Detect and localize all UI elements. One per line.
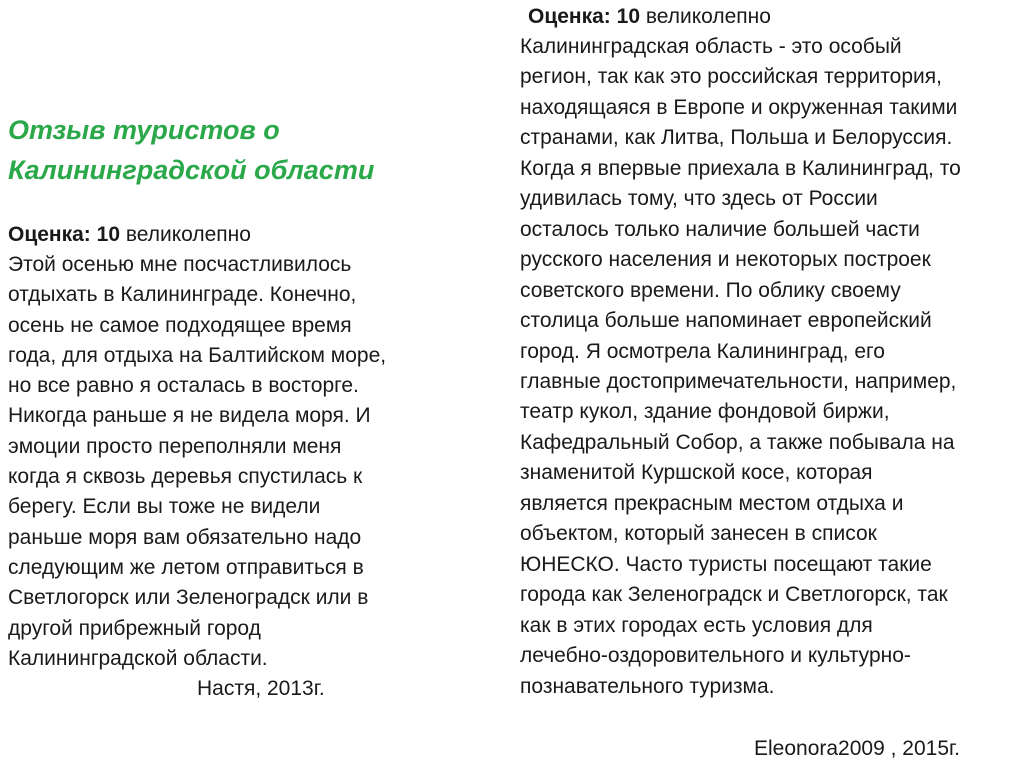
review-line: находящаяся в Европе и окруженная такими [520, 95, 958, 119]
right-review-text [520, 32, 1020, 702]
review-line: когда я сквозь деревья спустилась к [8, 465, 363, 489]
review-line: главные достопримечательности, например, [520, 369, 957, 393]
right-review [520, 2, 1020, 702]
review-line: осень не самое подходящее время [8, 313, 352, 337]
review-line: другой прибрежный город [8, 616, 261, 640]
review-line: странами, как Литва, Польша и Белоруссия. [520, 126, 953, 150]
review-line: регион, так как это российская территория, [520, 65, 942, 89]
right-rating [520, 2, 1020, 32]
rating-verdict: великолепно [125, 223, 251, 246]
review-line: город. Я осмотрела Калининград, его [520, 339, 885, 363]
right-signature: Eleonora2009 , 2015г. [754, 737, 960, 760]
review-line: Светлогорск или Зеленоградск или в [8, 586, 369, 610]
review-line: театр кукол, здание фондовой биржи, [520, 400, 890, 424]
left-signature: Настя, 2013г. [197, 677, 325, 701]
review-line: столица больше напоминает европейский [520, 309, 932, 333]
review-line: Калининградская область - это особый [520, 35, 902, 58]
review-line: осталось только наличие большей части [520, 217, 920, 241]
review-line: советского времени. По облику своему [520, 278, 901, 302]
rating-score: 10 [96, 223, 120, 246]
review-line: раньше моря вам обязательно надо [8, 525, 362, 549]
slide-title [8, 110, 508, 190]
review-line: как в этих городах есть условия для [520, 613, 873, 637]
review-line: Калининградской области. [8, 646, 268, 670]
review-line: отдыхать в Калининграде. Конечно, [8, 283, 357, 307]
left-review [8, 110, 508, 704]
review-line: берегу. Если вы тоже не видели [8, 495, 321, 519]
review-line: Этой осенью мне посчастливилось [8, 253, 352, 276]
rating-label: Оценка: [8, 223, 91, 246]
review-line: Кафедральный Собор, а также побывала на [520, 430, 955, 454]
review-line: знаменитой Куршской косе, которая [520, 461, 873, 485]
rating-label: Оценка: [528, 5, 611, 28]
review-line: познавательного туризма. [520, 674, 775, 698]
review-line: лечебно-оздоровительного и культурно- [520, 644, 911, 668]
review-line: Никогда раньше я не видела моря. И [8, 404, 371, 428]
review-line: года, для отдыха на Балтийском море, [8, 343, 387, 367]
review-line: эмоции просто переполняли меня [8, 434, 342, 458]
rating-score: 10 [616, 5, 640, 28]
left-rating [8, 220, 508, 250]
review-line: но все равно я осталась в восторге. [8, 374, 359, 398]
review-line: Когда я впервые приехала в Калининград, то [520, 156, 961, 180]
review-line: ЮНЕСКО. Часто туристы посещают такие [520, 552, 932, 576]
review-line: является прекрасным местом отдыха и [520, 491, 904, 515]
left-review-text [8, 250, 508, 674]
review-line: следующим же летом отправиться в [8, 555, 364, 579]
review-line: города как Зеленоградск и Светлогорск, так [520, 583, 948, 607]
title-line-1: Отзыв туристов о [8, 115, 280, 145]
review-line: объектом, который занесен в список [520, 522, 877, 546]
review-line: удивилась тому, что здесь от России [520, 187, 878, 211]
rating-verdict: великолепно [645, 5, 771, 28]
title-line-2: Калининградской области [8, 155, 375, 185]
review-line: русского населения и некоторых построек [520, 248, 931, 272]
